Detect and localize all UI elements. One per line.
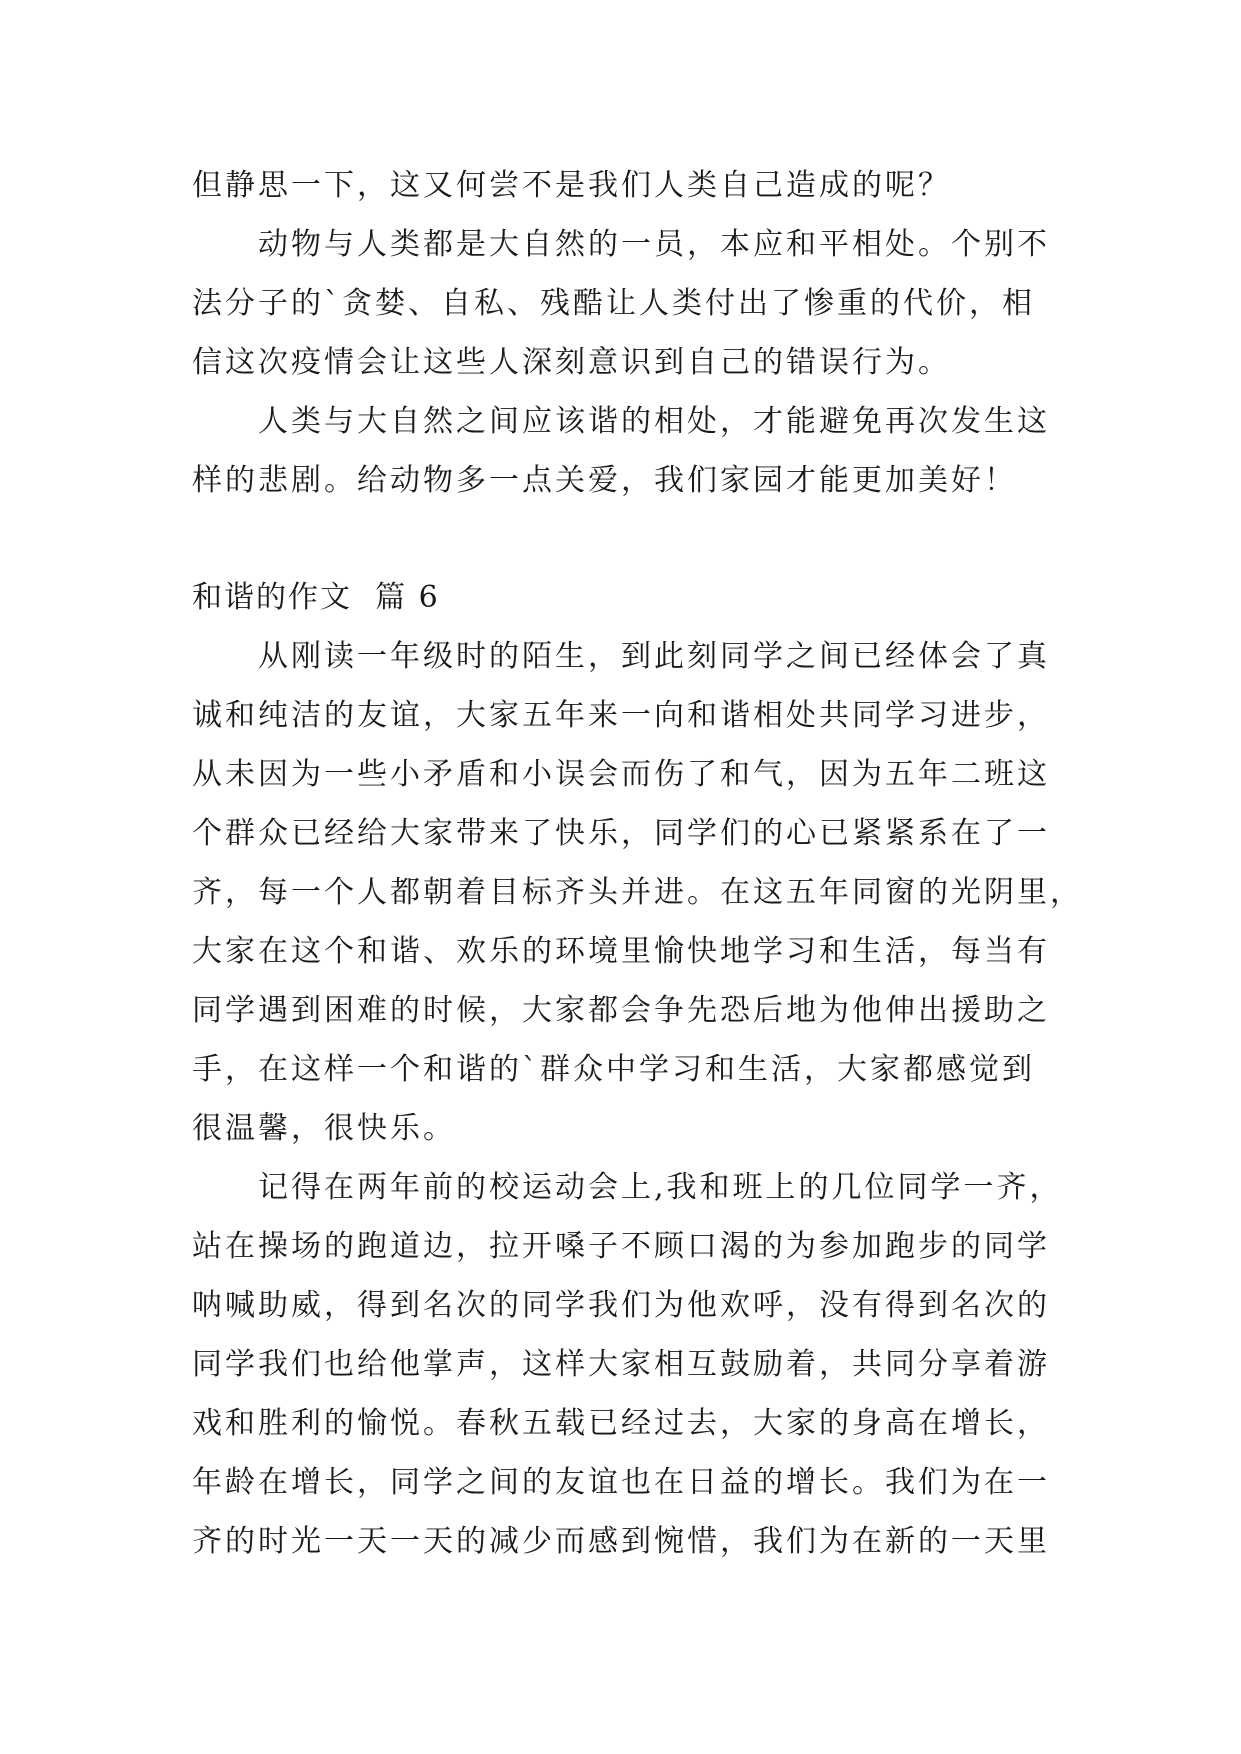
text-line: 站在操场的跑道边，拉开嗓子不顾口渴的为参加跑步的同学 [192,1229,1050,1264]
paragraph [192,627,1083,1158]
section-1 [192,156,1062,510]
text-line: 年龄在增长，同学之间的友谊也在日益的增长。我们为在一 [192,1465,1050,1500]
section-2 [192,568,1083,1571]
text-line: 齐，每一个人都朝着目标齐头并进。在这五年同窗的光阴里， [192,875,1083,910]
text-line: 同学我们也给他掌声，这样大家相互鼓励着，共同分享着游 [192,1347,1050,1382]
paragraph [192,156,1062,215]
text-line: 大家在这个和谐、欢乐的环境里愉快地学习和生活，每当有 [192,934,1050,969]
text-line: 法分子的`贪婪、自私、残酷让人类付出了惨重的代价，相 [192,286,1035,321]
text-line: 个群众已经给大家带来了快乐，同学们的心已紧紧系在了一 [192,816,1050,851]
text-line: 戏和胜利的愉悦。春秋五载已经过去，大家的身高在增长， [192,1406,1050,1441]
text-line: 同学遇到困难的时候，大家都会争先恐后地为他伸出援助之 [192,993,1050,1028]
text-line: 动物与人类都是大自然的一员，本应和平相处。个别不 [258,227,1050,262]
text-line: 但静思一下，这又何尝不是我们人类自己造成的呢？ [192,168,951,203]
text-line: 齐的时光一天一天的减少而感到惋惜，我们为在新的一天里 [192,1524,1050,1559]
paragraph [192,215,1062,392]
paragraph [192,1158,1062,1571]
text-line: 诚和纯洁的友谊，大家五年来一向和谐相处共同学习进步， [192,698,1050,733]
text-line: 信这次疫情会让这些人深刻意识到自己的错误行为。 [192,345,951,380]
paragraph [192,392,1062,510]
text-line: 记得在两年前的校运动会上,我和班上的几位同学一齐， [258,1170,1063,1205]
section-heading: 和谐的作文 篇 6 [192,580,440,615]
text-line: 很温馨，很快乐。 [192,1111,456,1146]
text-line: 呐喊助威，得到名次的同学我们为他欢呼，没有得到名次的 [192,1288,1050,1323]
text-line: 从刚读一年级时的陌生，到此刻同学之间已经体会了真 [258,639,1050,674]
text-line: 从未因为一些小矛盾和小误会而伤了和气，因为五年二班这 [192,757,1050,792]
text-line: 人类与大自然之间应该谐的相处，才能避免再次发生这 [258,404,1050,439]
document-body [192,156,1083,1571]
text-line: 样的悲剧。给动物多一点关爱，我们家园才能更加美好！ [192,463,1017,498]
text-line: 手，在这样一个和谐的`群众中学习和生活，大家都感觉到 [192,1052,1035,1087]
